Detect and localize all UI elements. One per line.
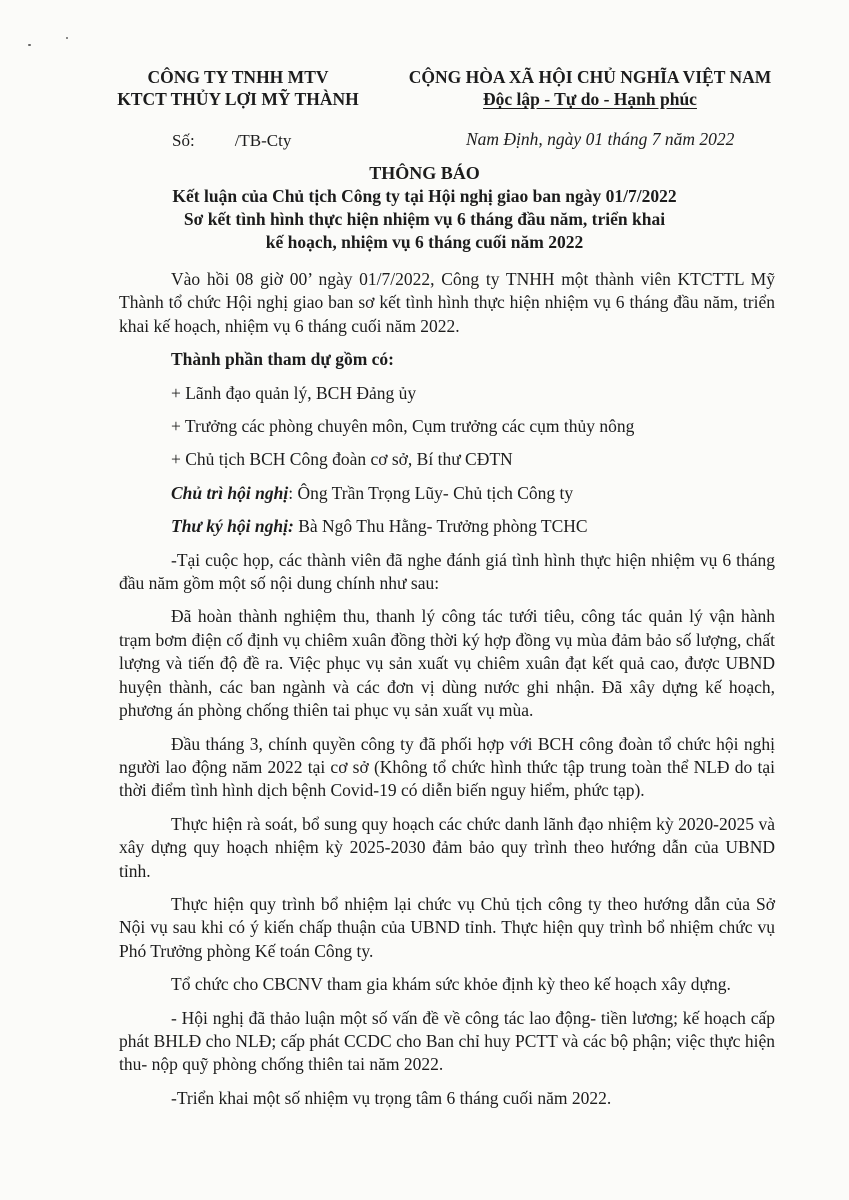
secretary-label: Thư ký hội nghị: (171, 516, 294, 537)
scan-speck (28, 44, 31, 46)
nation-line-1: CỘNG HÒA XÃ HỘI CHỦ NGHĨA VIỆT NAM (408, 67, 772, 87)
document-subtitle-3: kế hoạch, nhiệm vụ 6 tháng cuối năm 2022 (265, 232, 584, 252)
scan-speck (66, 37, 68, 39)
paragraph-intro: Vào hồi 08 giờ 00’ ngày 01/7/2022, Công ty TNHH một thành viên KTCTTL Mỹ Thành tổ chức Hội nghị giao ban sơ kết tình hình thực hiện nhiệm vụ 6 tháng đầu năm, triển khai kế hoạch, nhiệm vụ 6 tháng cuối năm 2022. (119, 269, 775, 336)
document-body (119, 268, 775, 1120)
document-subtitle-2: Sơ kết tình hình thực hiện nhiệm vụ 6 tháng đầu năm, triển khai (183, 209, 666, 229)
participant-item: + Chủ tịch BCH Công đoàn cơ sở, Bí thư CĐTN (171, 449, 513, 470)
national-header (380, 66, 800, 110)
chair-line (119, 482, 775, 505)
paragraph-achievements: Đã hoàn thành nghiệm thu, thanh lý công tác tưới tiêu, công tác quản lý vận hành trạm bơm điện cố định vụ chiêm xuân đồng thời ký hợp đồng vụ mùa đảm bảo số lượng, chất lượng và tiến độ đề ra. Việc phục vụ sản xuất vụ chiêm xuân đạt kết quả cao, được UBND huyện thành, các ban ngành và các đơn vị dùng nước ghi nhận. Đã xây dựng kế hoạch, phương án phòng chống thiên tai phục vụ sản xuất vụ mùa. (119, 606, 775, 721)
paragraph-planning: Thực hiện rà soát, bổ sung quy hoạch các chức danh lãnh đạo nhiệm kỳ 2020-2025 và xây dựng quy hoạch nhiệm kỳ 2025-2030 đảm bảo quy trình theo hướng dẫn của UBND tỉnh. (119, 813, 775, 881)
paragraph-next-tasks: -Triển khai một số nhiệm vụ trọng tâm 6 tháng cuối năm 2022. (171, 1087, 612, 1108)
participants-heading: Thành phần tham dự gồm có: (171, 349, 394, 370)
document-title: THÔNG BÁO (369, 163, 480, 183)
org-line-1: CÔNG TY TNHH MTV (147, 67, 329, 87)
paragraph-appointment: Thực hiện quy trình bổ nhiệm lại chức vụ Chủ tịch công ty theo hướng dẫn của Sở Nội vụ sau khi có ý kiến chấp thuận của UBND tỉnh. Thực hiện quy trình bổ nhiệm chức vụ Phó Trưởng phòng Kế toán Công ty. (119, 893, 775, 961)
secretary-line (119, 515, 775, 538)
participant-item: + Trưởng các phòng chuyên môn, Cụm trưởng các cụm thủy nông (171, 416, 635, 437)
nation-motto: Độc lập - Tự do - Hạnh phúc (483, 89, 697, 109)
doc-no-label: Số: (172, 131, 195, 150)
org-line-2: KTCT THỦY LỢI MỸ THÀNH (117, 89, 359, 109)
paragraph-workers-conference: Đầu tháng 3, chính quyền công ty đã phối hợp với BCH công đoàn tổ chức hội nghị người lao động năm 2022 tại cơ sở (Không tổ chức hình thức tập trung toàn thể NLĐ do tại thời điểm tình hình dịch bệnh Covid-19 có diễn biến nguy hiểm, phức tạp). (119, 733, 775, 801)
secretary-value: Bà Ngô Thu Hằng- Trưởng phòng TCHC (293, 516, 588, 537)
document-date: Nam Định, ngày 01 tháng 7 năm 2022 (466, 129, 735, 149)
paragraph-discussion: - Hội nghị đã thảo luận một số vấn đề về công tác lao động- tiền lương; kế hoạch cấp phát BHLĐ cho NLĐ; cấp phát CCDC cho Ban chỉ huy PCTT và các bộ phận; việc thực hiện thu- nộp quỹ phòng chống thiên tai năm 2022. (119, 1007, 775, 1075)
document-subtitle-1: Kết luận của Chủ tịch Công ty tại Hội nghị giao ban ngày 01/7/2022 (172, 186, 677, 206)
participant-item: + Lãnh đạo quản lý, BCH Đảng ủy (171, 382, 417, 403)
chair-label: Chủ trì hội nghị (171, 482, 289, 503)
chair-value: : Ông Trần Trọng Lũy- Chủ tịch Công ty (288, 482, 574, 503)
organization-header (108, 66, 368, 110)
doc-no-value: /TB-Cty (234, 131, 292, 150)
paragraph-health-check: Tổ chức cho CBCNV tham gia khám sức khỏe định kỳ theo kế hoạch xây dựng. (171, 974, 731, 995)
document-number (172, 131, 291, 151)
paragraph-review: -Tại cuộc họp, các thành viên đã nghe đánh giá tình hình thực hiện nhiệm vụ 6 tháng đầu năm gồm một số nội dung chính như sau: (119, 549, 775, 594)
